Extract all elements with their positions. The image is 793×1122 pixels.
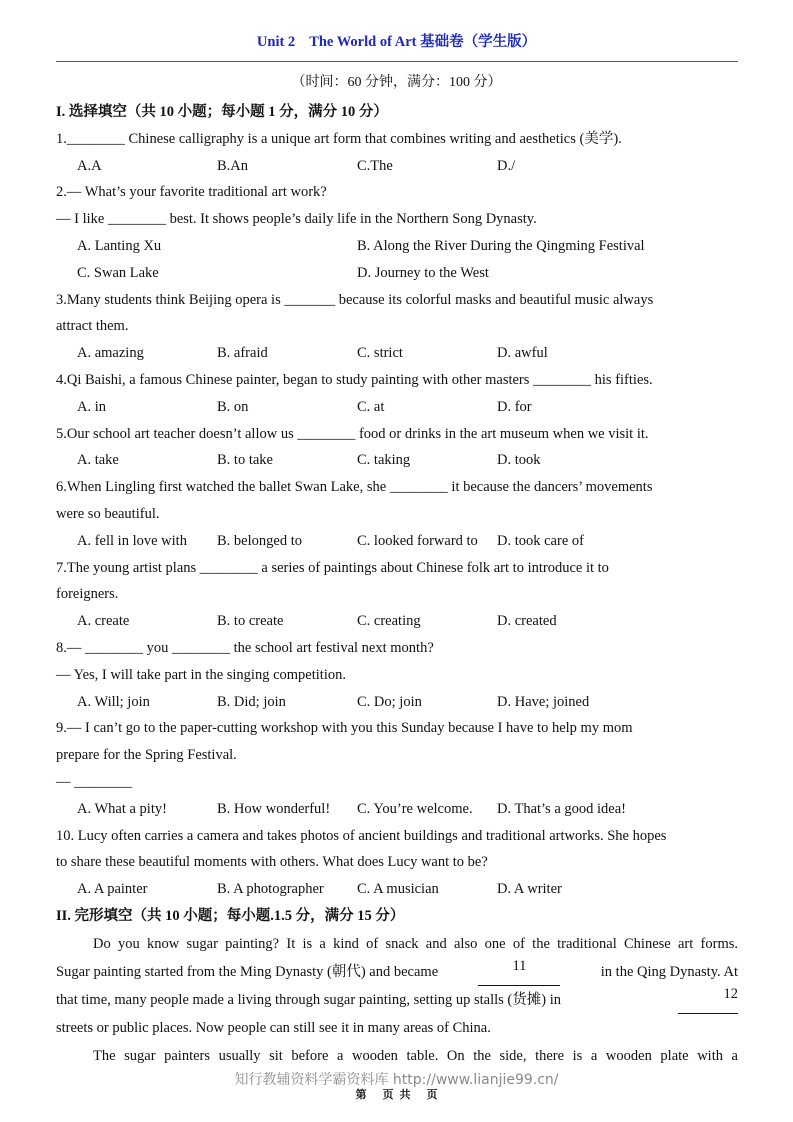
question-9-text-cont: prepare for the Spring Festival. (56, 747, 237, 764)
question-8-text: 8.— ________ you ________ the school art festival next month? (56, 639, 434, 656)
question-9-text: 9.— I can’t go to the paper-cutting workshop with you this Sunday because I have to help my mom (56, 720, 633, 737)
header-rule (56, 61, 738, 62)
footer-text: 页 (382, 1089, 394, 1101)
option-a: A. fell in love with (77, 532, 187, 549)
option-b: B. How wonderful! (217, 800, 331, 817)
question-3-options (56, 340, 738, 367)
question-7-options (56, 608, 738, 635)
section-2-title: II. 完形填空（共 10 小题；每小题.1.5 分，满分 15 分） (56, 907, 405, 924)
option-b: B. belonged to (217, 532, 302, 549)
passage-line: The sugar painters usually sit before a wooden table. On the side, there is a wooden plate with a (93, 1047, 738, 1064)
passage-line: Do you know sugar painting? It is a kind of snack and also one of the traditional Chinese art forms. (93, 935, 738, 952)
option-c: C. You’re welcome. (357, 800, 473, 817)
option-c: C. Do; join (357, 693, 422, 710)
question-6-options (56, 528, 738, 555)
question-5-text: 5.Our school art teacher doesn’t allow us ________ food or drinks in the art museum when we visit it. (56, 425, 649, 442)
passage-line (56, 958, 738, 986)
option-a: A. in (77, 398, 106, 415)
question-6-text: 6.When Lingling first watched the ballet Swan Lake, she ________ it because the dancers’ movements (56, 479, 653, 496)
passage-line (56, 986, 738, 1014)
option-d: D. created (497, 613, 557, 630)
question-1-options (56, 153, 738, 180)
question-3-text-cont: attract them. (56, 318, 129, 335)
option-a: A. take (77, 452, 119, 469)
option-b: B. afraid (217, 345, 268, 362)
question-4-text: 4.Qi Baishi, a famous Chinese painter, began to study painting with other masters ________ his fifties. (56, 371, 653, 388)
watermark: 知行教辅资料学霸资料库 http://www.lianjie99.cn/ (234, 1072, 559, 1088)
exam-content (56, 99, 738, 1070)
option-a: A. amazing (77, 345, 144, 362)
header-title: The World of Art 基础卷（学生版） (309, 34, 537, 50)
option-a: A. Lanting Xu (77, 237, 162, 254)
option-b: B. on (217, 398, 249, 415)
question-10-text-cont: to share these beautiful moments with others. What does Lucy want to be? (56, 854, 488, 871)
option-d: D. Journey to the West (357, 264, 489, 281)
question-2-text-cont: — I like ________ best. It shows people’s daily life in the Northern Song Dynasty. (56, 211, 537, 228)
time-info: （时间：60 分钟，满分：100 分） (291, 75, 502, 90)
cloze-blank-11: 11 (478, 958, 560, 986)
option-b: B. Did; join (217, 693, 286, 710)
cloze-blank-12: 12 (678, 986, 738, 1014)
option-a: A. create (77, 613, 130, 630)
option-c: C. creating (357, 613, 421, 630)
option-d: D. A writer (497, 881, 562, 898)
passage-text: Sugar painting started from the Ming Dynasty (朝代) and became (56, 963, 439, 980)
page-header (0, 30, 793, 51)
option-b: B. to take (217, 452, 273, 469)
question-1-text: 1.________ Chinese calligraphy is a unique art form that combines writing and aesthetics (美学). (56, 130, 622, 147)
option-b: B. to create (217, 613, 284, 630)
option-d: D. took (497, 452, 541, 469)
option-b: B. Along the River During the Qingming Festival (357, 237, 645, 254)
question-2-options-row1 (56, 233, 738, 260)
passage-text: in the Qing Dynasty. At (600, 963, 738, 980)
question-6-text-cont: were so beautiful. (56, 505, 160, 522)
footer-text: 共 (399, 1089, 411, 1101)
option-d: D. Have; joined (497, 693, 590, 710)
question-4-options (56, 394, 738, 421)
option-c: C. A musician (357, 881, 439, 898)
question-3-text: 3.Many students think Beijing opera is _______ because its colorful masks and beautiful music always (56, 291, 654, 308)
option-c: C. looked forward to (357, 532, 478, 549)
option-c: C. Swan Lake (77, 264, 159, 281)
option-a: A. What a pity! (77, 800, 167, 817)
question-7-text-cont: foreigners. (56, 586, 119, 603)
section-1-title: I. 选择填空（共 10 小题；每小题 1 分，满分 10 分） (56, 104, 388, 120)
question-2-options-row2 (56, 260, 738, 287)
question-9-options (56, 796, 738, 823)
question-9-answer-blank: — ________ (56, 773, 133, 790)
option-c: C.The (357, 157, 393, 174)
page-footer (0, 1086, 793, 1102)
question-8-text-cont: — Yes, I will take part in the singing competition. (56, 666, 346, 683)
passage-text: that time, many people made a living through sugar painting, setting up stalls (货摊) in (56, 991, 561, 1008)
footer-text: 第 (355, 1089, 367, 1101)
option-d: D./ (497, 157, 516, 174)
question-8-options (56, 689, 738, 716)
question-2-text: 2.— What’s your favorite traditional art work? (56, 184, 327, 201)
option-d: D. That’s a good idea! (497, 800, 626, 817)
option-c: C. strict (357, 345, 403, 362)
question-7-text: 7.The young artist plans ________ a series of paintings about Chinese folk art to introduce it to (56, 559, 609, 576)
cloze-passage (56, 930, 738, 1070)
option-b: B.An (217, 157, 249, 174)
option-b: B. A photographer (217, 881, 324, 898)
option-d: D. for (497, 398, 532, 415)
option-a: A. A painter (77, 881, 148, 898)
option-d: D. took care of (497, 532, 584, 549)
option-a: A. Will; join (77, 693, 150, 710)
question-10-options (56, 876, 738, 903)
question-5-options (56, 447, 738, 474)
option-d: D. awful (497, 345, 548, 362)
passage-line: streets or public places. Now people can still see it in many areas of China. (56, 1019, 491, 1036)
option-c: C. taking (357, 452, 411, 469)
option-a: A.A (77, 157, 102, 174)
footer-text: 页 (426, 1089, 438, 1101)
question-10-text: 10. Lucy often carries a camera and takes photos of ancient buildings and traditional artworks. She hopes (56, 827, 667, 844)
header-unit: Unit 2 (256, 34, 296, 50)
option-c: C. at (357, 398, 385, 415)
